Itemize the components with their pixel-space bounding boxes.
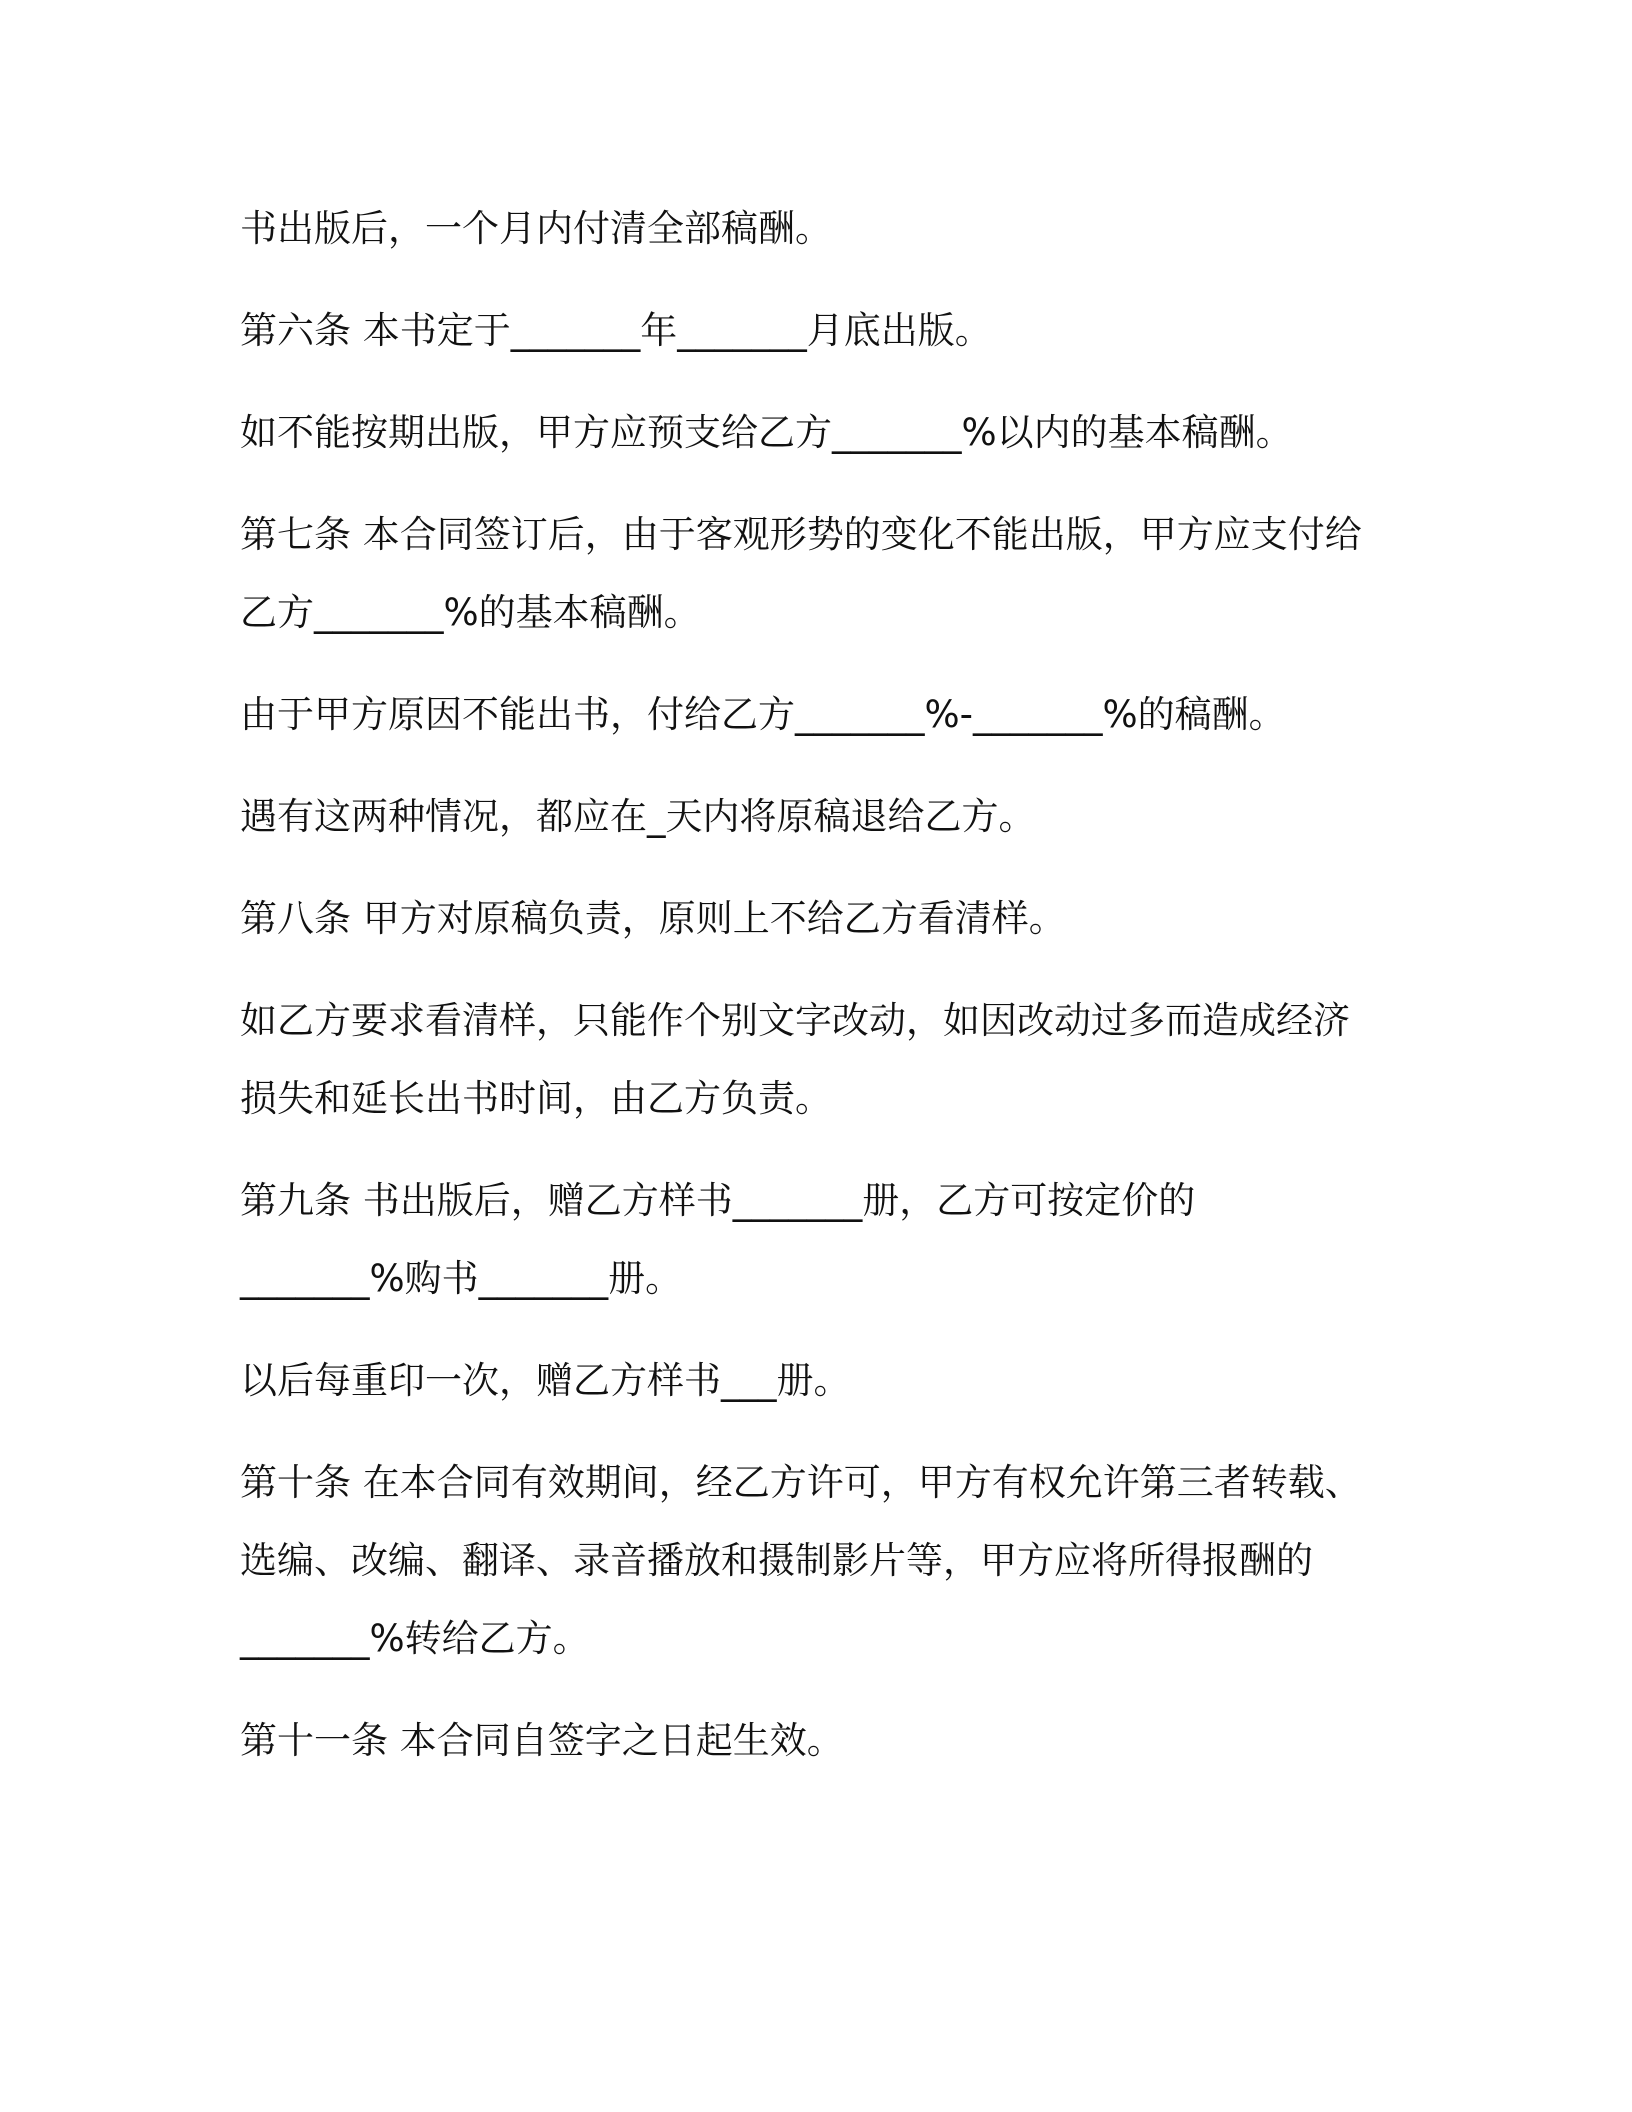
text-line: 第十条 在本合同有效期间，经乙方许可，甲方有权允许第三者转载、	[240, 1461, 1362, 1504]
text-line: 第十一条 本合同自签字之日起生效。	[240, 1719, 844, 1762]
text-line: _______%购书_______册。	[240, 1257, 683, 1300]
text-line: 选编、改编、翻译、录音播放和摄制影片等，甲方应将所得报酬的	[240, 1539, 1313, 1582]
paragraph-article-8	[240, 880, 1420, 958]
paragraph-royalty-payment	[240, 190, 1420, 268]
paragraph-proof-review	[240, 982, 1420, 1138]
paragraph-advance-royalty	[240, 394, 1420, 472]
text-line: 如不能按期出版，甲方应预支给乙方_______%以内的基本稿酬。	[240, 411, 1293, 454]
paragraph-article-10	[240, 1444, 1420, 1678]
text-line: 乙方_______%的基本稿酬。	[240, 591, 701, 634]
text-line: 第六条 本书定于_______年_______月底出版。	[240, 309, 992, 352]
paragraph-article-9	[240, 1162, 1420, 1318]
paragraph-party-a-cause	[240, 676, 1420, 754]
paragraph-article-6	[240, 292, 1420, 370]
text-line: 第七条 本合同签订后，由于客观形势的变化不能出版，甲方应支付给	[240, 513, 1362, 556]
paragraph-article-7	[240, 496, 1420, 652]
text-line: 书出版后，一个月内付清全部稿酬。	[240, 207, 832, 250]
paragraph-article-11	[240, 1702, 1420, 1780]
text-line: 如乙方要求看清样，只能作个别文字改动，如因改动过多而造成经济	[240, 999, 1350, 1042]
text-line: 损失和延长出书时间，由乙方负责。	[240, 1077, 832, 1120]
paragraph-return-manuscript	[240, 778, 1420, 856]
contract-body	[240, 190, 1420, 1804]
paragraph-reprint-copies	[240, 1342, 1420, 1420]
text-line: 遇有这两种情况，都应在_天内将原稿退给乙方。	[240, 795, 1036, 838]
text-line: 以后每重印一次，赠乙方样书___册。	[240, 1359, 851, 1402]
text-line: _______%转给乙方。	[240, 1617, 590, 1660]
text-line: 第八条 甲方对原稿负责，原则上不给乙方看清样。	[240, 897, 1066, 940]
text-line: 由于甲方原因不能出书，付给乙方_______%-_______%的稿酬。	[240, 693, 1286, 736]
text-line: 第九条 书出版后，赠乙方样书_______册，乙方可按定价的	[240, 1179, 1196, 1222]
